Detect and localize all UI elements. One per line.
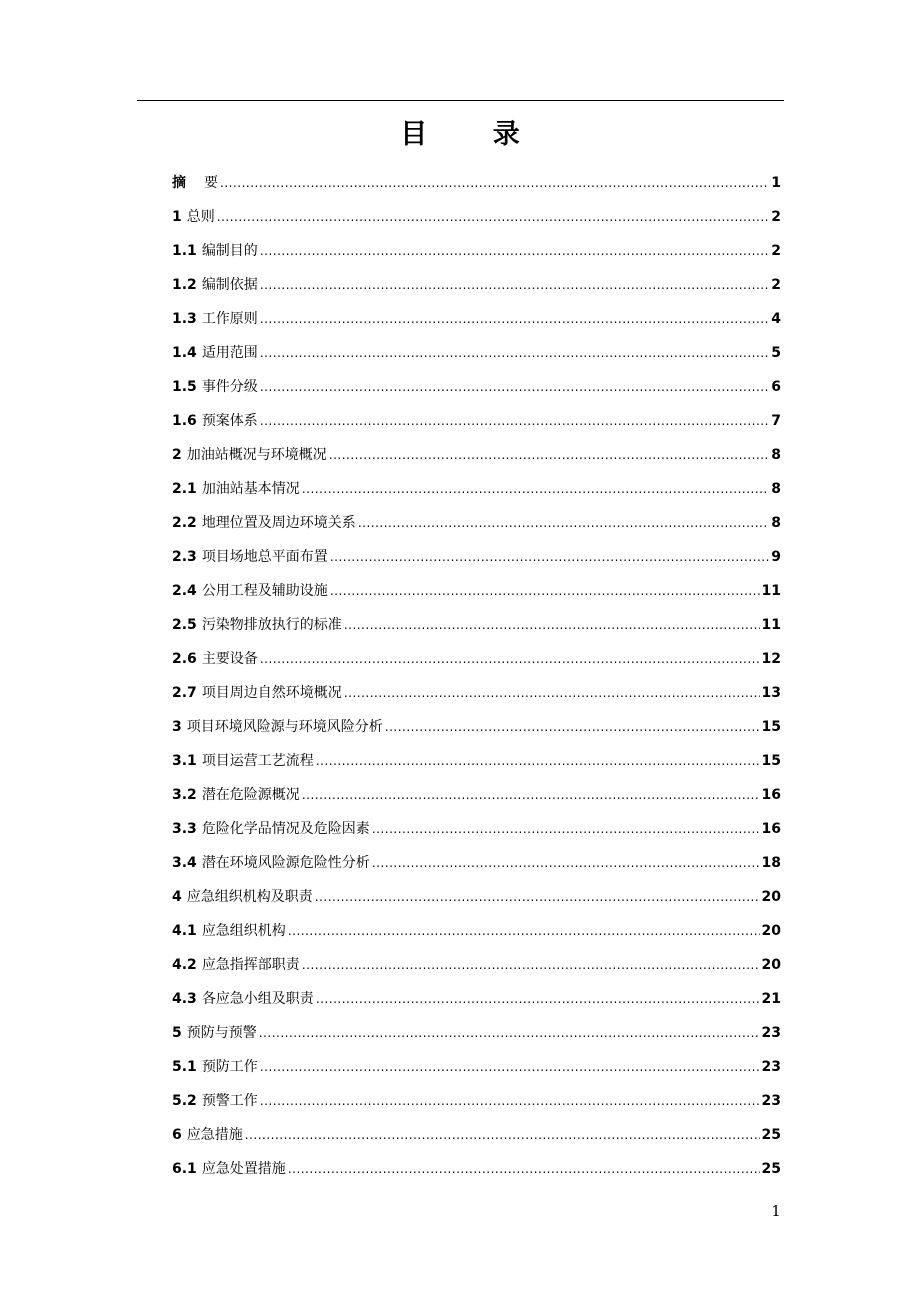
toc-entry-label: 公用工程及辅助设施 — [201, 583, 328, 599]
toc-entry-page: 16 — [761, 787, 781, 803]
toc-entry-label: 编制目的 — [201, 243, 258, 259]
toc-entry-label: 工作原则 — [201, 311, 258, 327]
toc-entry-page: 6 — [771, 379, 781, 395]
toc-entry-page: 12 — [761, 651, 781, 667]
toc-entry-label: 编制依据 — [201, 277, 258, 293]
toc-dot-leader — [260, 268, 769, 302]
toc-dot-leader — [260, 234, 769, 268]
toc-entry-number: 3.1 — [172, 753, 197, 769]
toc-dot-leader — [260, 370, 769, 404]
toc-entry-page: 8 — [771, 447, 781, 463]
toc-dot-leader — [372, 812, 760, 846]
toc-entry[interactable] — [172, 166, 781, 200]
toc-entry-page: 13 — [761, 685, 781, 701]
toc-entry-page: 20 — [761, 923, 781, 939]
toc-dot-leader — [260, 1050, 760, 1084]
toc-entry-label: 应急组织机构 — [201, 923, 286, 939]
toc-entry-page: 23 — [761, 1025, 781, 1041]
toc-entry-page: 11 — [761, 617, 781, 633]
toc-entry[interactable] — [172, 846, 781, 880]
toc-entry-label: 预防与预警 — [186, 1025, 257, 1041]
toc-entry-number: 摘 — [172, 175, 186, 191]
toc-entry-number: 6 — [172, 1127, 182, 1143]
toc-dot-leader — [260, 642, 760, 676]
toc-entry[interactable] — [172, 812, 781, 846]
toc-entry-page: 15 — [761, 753, 781, 769]
toc-entry-number: 4.2 — [172, 957, 197, 973]
toc-entry-label: 适用范围 — [201, 345, 258, 361]
toc-entry-label: 加油站概况与环境概况 — [186, 447, 327, 463]
toc-entry-page: 25 — [761, 1127, 781, 1143]
toc-entry-label: 应急指挥部职责 — [201, 957, 300, 973]
toc-entry-number: 5.1 — [172, 1059, 197, 1075]
toc-entry-number: 6.1 — [172, 1161, 197, 1177]
toc-entry-number: 5 — [172, 1025, 182, 1041]
toc-dot-leader — [358, 506, 769, 540]
toc-entry-page: 9 — [771, 549, 781, 565]
toc-entry-page: 23 — [761, 1059, 781, 1075]
toc-entry-page: 11 — [761, 583, 781, 599]
toc-entry[interactable] — [172, 574, 781, 608]
toc-dot-leader — [260, 404, 769, 438]
toc-entry[interactable] — [172, 744, 781, 778]
toc-entry-label: 各应急小组及职责 — [201, 991, 314, 1007]
toc-dot-leader — [330, 540, 769, 574]
toc-entry-page: 18 — [761, 855, 781, 871]
toc-entry-number: 3.2 — [172, 787, 197, 803]
toc-dot-leader — [344, 608, 760, 642]
toc-dot-leader — [330, 574, 760, 608]
table-of-contents — [172, 166, 781, 1186]
toc-entry-number: 1.6 — [172, 413, 197, 429]
toc-entry[interactable] — [172, 1152, 781, 1186]
toc-entry[interactable] — [172, 200, 781, 234]
toc-dot-leader — [344, 676, 760, 710]
toc-entry[interactable] — [172, 1050, 781, 1084]
toc-entry[interactable] — [172, 438, 781, 472]
toc-entry-label: 预案体系 — [201, 413, 258, 429]
toc-entry-number: 4.3 — [172, 991, 197, 1007]
toc-entry-label: 要 — [204, 175, 218, 191]
toc-entry-page: 21 — [761, 991, 781, 1007]
toc-dot-leader — [385, 710, 760, 744]
toc-entry-page: 2 — [771, 209, 781, 225]
toc-entry-label: 地理位置及周边环境关系 — [201, 515, 356, 531]
toc-entry-label: 潜在危险源概况 — [201, 787, 300, 803]
toc-entry-page: 5 — [771, 345, 781, 361]
toc-entry-page: 20 — [761, 957, 781, 973]
toc-entry-number: 1.1 — [172, 243, 197, 259]
toc-entry-label: 危险化学品情况及危险因素 — [201, 821, 370, 837]
toc-entry-label: 事件分级 — [201, 379, 258, 395]
toc-entry-page: 8 — [771, 481, 781, 497]
toc-dot-leader — [220, 166, 769, 200]
toc-entry[interactable] — [172, 914, 781, 948]
toc-entry-number: 2.3 — [172, 549, 197, 565]
toc-entry-number: 1.2 — [172, 277, 197, 293]
toc-entry-label: 污染物排放执行的标准 — [201, 617, 342, 633]
toc-entry[interactable] — [172, 880, 781, 914]
toc-entry-number: 4 — [172, 889, 182, 905]
toc-dot-leader — [260, 302, 769, 336]
toc-dot-leader — [315, 880, 760, 914]
toc-entry-label: 预防工作 — [201, 1059, 258, 1075]
toc-entry[interactable] — [172, 778, 781, 812]
toc-entry[interactable] — [172, 370, 781, 404]
toc-entry[interactable] — [172, 676, 781, 710]
toc-dot-leader — [316, 744, 760, 778]
toc-dot-leader — [259, 1016, 760, 1050]
toc-entry-page: 15 — [761, 719, 781, 735]
toc-title: 目 录 — [400, 119, 548, 150]
toc-entry-number: 2.4 — [172, 583, 197, 599]
toc-entry[interactable] — [172, 1016, 781, 1050]
toc-entry-label: 项目周边自然环境概况 — [201, 685, 342, 701]
toc-dot-leader — [302, 778, 760, 812]
toc-entry[interactable] — [172, 1118, 781, 1152]
toc-entry-number: 5.2 — [172, 1093, 197, 1109]
toc-dot-leader — [245, 1118, 760, 1152]
toc-entry[interactable] — [172, 336, 781, 370]
toc-entry[interactable] — [172, 234, 781, 268]
toc-entry-number: 1.4 — [172, 345, 197, 361]
toc-entry-page: 4 — [771, 311, 781, 327]
toc-entry-label: 应急组织机构及职责 — [186, 889, 313, 905]
toc-entry-page: 16 — [761, 821, 781, 837]
toc-entry-label: 预警工作 — [201, 1093, 258, 1109]
toc-entry[interactable] — [172, 982, 781, 1016]
toc-entry-number: 3.4 — [172, 855, 197, 871]
toc-entry-label: 总则 — [186, 209, 215, 225]
page-number: 1 — [771, 1202, 781, 1220]
toc-entry[interactable] — [172, 608, 781, 642]
toc-entry-number: 1.5 — [172, 379, 197, 395]
toc-entry-number: 2.6 — [172, 651, 197, 667]
toc-entry-number: 2.5 — [172, 617, 197, 633]
toc-entry-label: 项目环境风险源与环境风险分析 — [186, 719, 383, 735]
toc-dot-leader — [217, 200, 770, 234]
toc-entry[interactable] — [172, 710, 781, 744]
toc-entry-page: 8 — [771, 515, 781, 531]
toc-entry-page: 2 — [771, 277, 781, 293]
toc-entry[interactable] — [172, 1084, 781, 1118]
toc-entry[interactable] — [172, 472, 781, 506]
toc-entry[interactable] — [172, 642, 781, 676]
toc-dot-leader — [316, 982, 760, 1016]
toc-entry[interactable] — [172, 302, 781, 336]
toc-entry[interactable] — [172, 268, 781, 302]
toc-dot-leader — [288, 914, 760, 948]
toc-entry-page: 2 — [771, 243, 781, 259]
toc-entry[interactable] — [172, 948, 781, 982]
toc-entry-page: 7 — [771, 413, 781, 429]
toc-dot-leader — [260, 336, 769, 370]
toc-dot-leader — [302, 948, 760, 982]
toc-entry-label: 潜在环境风险源危险性分析 — [201, 855, 370, 871]
toc-entry-label: 项目运营工艺流程 — [201, 753, 314, 769]
toc-dot-leader — [260, 1084, 760, 1118]
toc-entry-number: 2 — [172, 447, 182, 463]
toc-entry[interactable] — [172, 506, 781, 540]
toc-dot-leader — [329, 438, 770, 472]
toc-entry-page: 23 — [761, 1093, 781, 1109]
toc-entry-number: 1 — [172, 209, 182, 225]
toc-entry-number: 2.2 — [172, 515, 197, 531]
toc-entry-label: 加油站基本情况 — [201, 481, 300, 497]
toc-entry[interactable] — [172, 404, 781, 438]
toc-dot-leader — [302, 472, 769, 506]
toc-entry[interactable] — [172, 540, 781, 574]
toc-dot-leader — [288, 1152, 760, 1186]
toc-entry-label: 主要设备 — [201, 651, 258, 667]
toc-entry-number: 2.7 — [172, 685, 197, 701]
toc-entry-label: 项目场地总平面布置 — [201, 549, 328, 565]
toc-entry-number: 2.1 — [172, 481, 197, 497]
toc-entry-number: 3 — [172, 719, 182, 735]
toc-entry-label: 应急处置措施 — [201, 1161, 286, 1177]
toc-dot-leader — [372, 846, 760, 880]
header-rule — [137, 100, 784, 101]
toc-entry-page: 1 — [771, 175, 781, 191]
toc-entry-page: 20 — [761, 889, 781, 905]
toc-entry-page: 25 — [761, 1161, 781, 1177]
toc-entry-label: 应急措施 — [186, 1127, 243, 1143]
toc-entry-number: 4.1 — [172, 923, 197, 939]
toc-entry-number: 3.3 — [172, 821, 197, 837]
toc-entry-number: 1.3 — [172, 311, 197, 327]
